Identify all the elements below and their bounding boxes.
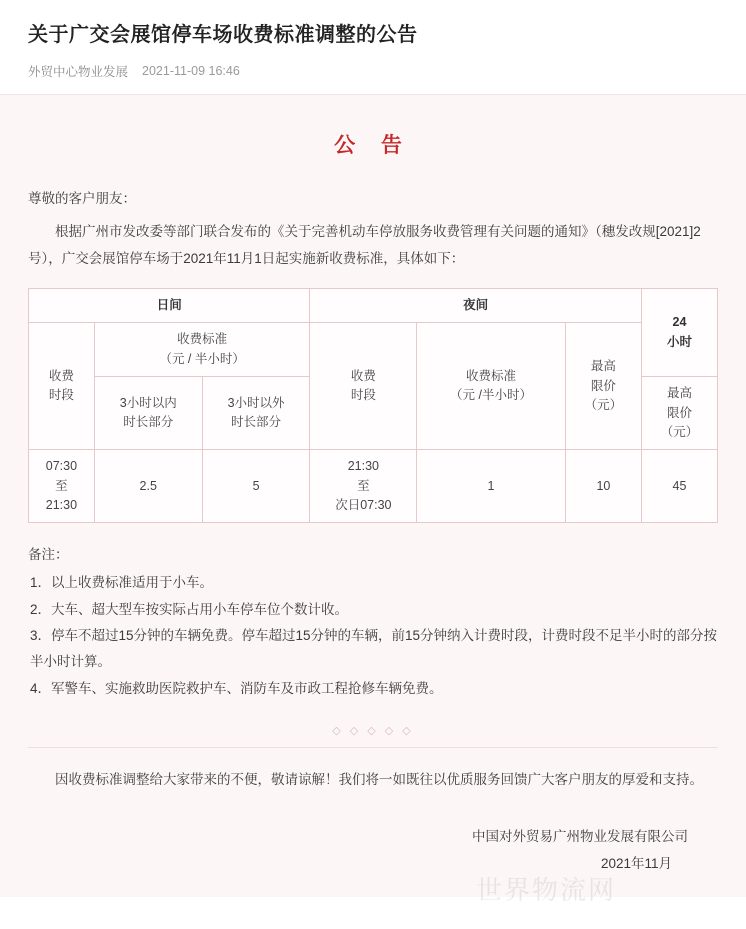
header-24h-cap-line1: 最高 <box>666 386 692 401</box>
cell-24h-cap-value: 45 <box>641 450 717 523</box>
header-day-period-line2: 时段 <box>48 388 74 403</box>
cell-day-period <box>29 450 95 523</box>
header-day-rate-line1: 收费标准 <box>177 332 228 347</box>
header-night-period-line1: 收费 <box>350 368 376 383</box>
cell-day-within3-value: 2.5 <box>94 450 202 523</box>
header-night-cap <box>565 323 641 450</box>
group-header-night: 夜间 <box>310 289 641 323</box>
intro-block <box>28 185 718 272</box>
watermark: 世界物流网 <box>475 875 616 905</box>
cell-night-period <box>310 450 417 523</box>
header-day-within3-line1: 3小时以内 <box>119 395 177 410</box>
note-item: 3．停车不超过15分钟的车辆免费。停车超过15分钟的车辆，前15分钟纳入计费时段，计费时段不足半小时的部分按半小时计算。 <box>30 628 718 670</box>
group-header-24h-line1: 24 <box>672 315 687 330</box>
table-row-subheader-1 <box>29 323 718 377</box>
intro-paragraph: 根据广州市发改委等部门联合发布的《关于完善机动车停放服务收费管理有关问题的通知》（穗发改规[2021]2号），广交会展馆停车场于2021年11月1日起实施新收费标准，具体如下： <box>28 224 701 266</box>
group-header-24h <box>641 289 717 377</box>
header-night-cap-line2: 限价 <box>590 378 616 393</box>
announcement-body <box>0 94 746 897</box>
note-item: 2．大车、超大型车按实际占用小车停车位个数计收。 <box>30 601 349 617</box>
cell-day-period-line2: 至 <box>55 478 68 493</box>
header-night-rate-line2: （元 /半小时） <box>450 388 532 403</box>
cell-night-period-line2: 至 <box>357 478 370 493</box>
document-header <box>0 0 746 94</box>
header-24h-cap-line3: （元） <box>660 424 699 439</box>
fee-table <box>28 288 718 523</box>
header-night-rate <box>417 323 566 450</box>
meta-row <box>28 62 718 80</box>
header-24h-cap <box>641 377 717 450</box>
table-row-group-header <box>29 289 718 323</box>
header-night-cap-line3: （元） <box>584 398 623 412</box>
header-day-period <box>29 323 95 450</box>
announcement-heading: 公 告 <box>334 134 412 157</box>
cell-day-period-line3: 21:30 <box>45 498 78 512</box>
header-day-beyond3 <box>202 377 310 450</box>
closing-paragraph: 因收费标准调整给大家带来的不便，敬请谅解！我们将一如既往以优质服务回馈广大客户朋友的厚爱和支持。 <box>55 771 703 787</box>
table-row <box>29 450 718 523</box>
header-day-rate-line2: （元 / 半小时） <box>159 351 245 366</box>
header-day-within3-line2: 时长部分 <box>123 415 174 430</box>
header-night-period-line2: 时段 <box>350 388 376 403</box>
cell-night-cap-value: 10 <box>565 450 641 523</box>
salutation: 尊敬的客户朋友： <box>28 191 136 206</box>
header-day-within3 <box>94 377 202 450</box>
divider-ornament: ◇ ◇ ◇ ◇ ◇ <box>332 724 414 737</box>
header-night-period <box>310 323 417 450</box>
source-label: 外贸中心物业发展 <box>28 65 129 79</box>
header-day-beyond3-line2: 时长部分 <box>231 415 282 430</box>
signature-date: 2021年11月 <box>600 855 672 871</box>
cell-night-period-line3: 次日07:30 <box>335 498 392 512</box>
page-title: 关于广交会展馆停车场收费标准调整的公告 <box>28 24 418 46</box>
cell-night-rate-value: 1 <box>417 450 566 523</box>
header-24h-cap-line2: 限价 <box>666 405 692 420</box>
publish-date: 2021-11-09 16:46 <box>142 64 240 78</box>
header-day-rate <box>94 323 310 377</box>
header-night-rate-line1: 收费标准 <box>466 368 517 383</box>
header-night-cap-line1: 最高 <box>590 359 616 374</box>
notes-title: 备注： <box>28 547 69 563</box>
note-item: 1．以上收费标准适用于小车。 <box>30 575 214 591</box>
group-header-24h-line2: 小时 <box>666 334 692 349</box>
header-day-period-line1: 收费 <box>48 368 74 383</box>
cell-night-period-line1: 21:30 <box>347 459 379 474</box>
header-day-beyond3-line1: 3小时以外 <box>227 395 285 410</box>
group-header-day: 日间 <box>29 289 310 323</box>
cell-day-beyond3-value: 5 <box>202 450 310 523</box>
signature-company: 中国对外贸易广州物业发展有限公司 <box>472 828 688 844</box>
cell-day-period-line1: 07:30 <box>45 459 78 474</box>
divider <box>28 747 718 748</box>
notes-section <box>28 541 718 702</box>
note-item: 4．军警车、实施救助医院救护车、消防车及市政工程抢修车辆免费。 <box>30 680 443 696</box>
